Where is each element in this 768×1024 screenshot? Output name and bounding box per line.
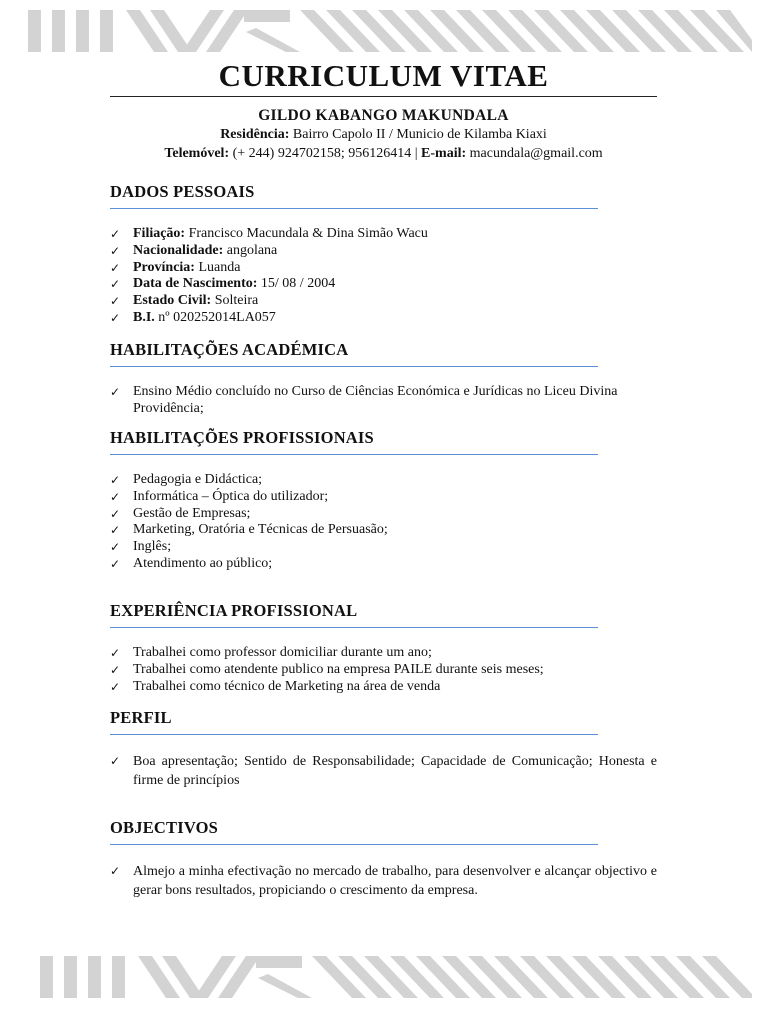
item-text: Inglês; xyxy=(133,539,172,555)
item-text: Trabalhei como atendente publico na empresa PAILE durante seis meses; xyxy=(133,661,544,677)
contact-line xyxy=(110,144,657,163)
top-decorative-border xyxy=(0,0,768,56)
item-label: Filiação: xyxy=(133,226,186,241)
section-title: HABILITAÇÕES ACADÉMICA xyxy=(110,340,598,367)
cv-document xyxy=(110,58,657,163)
item-label: B.I. xyxy=(133,309,155,325)
academic-list xyxy=(110,384,657,418)
check-icon: ✓ xyxy=(110,540,121,555)
item-value: Luanda xyxy=(194,259,241,275)
list-item xyxy=(110,276,657,293)
objectives-list xyxy=(110,862,657,900)
list-item xyxy=(110,243,657,260)
list-item xyxy=(110,506,657,523)
check-icon: ✓ xyxy=(110,277,121,292)
bottom-decorative-border xyxy=(0,952,768,1008)
check-icon: ✓ xyxy=(110,556,121,571)
item-text: Almejo a minha efectivação no mercado de trabalho, para desenvolver e alcançar objectivo e gerar bons resultados, propiciando o crescimento da empresa. xyxy=(133,864,657,898)
item-text: Gestão de Empresas; xyxy=(133,505,251,521)
decorative-pattern-icon xyxy=(0,952,768,1008)
list-item xyxy=(110,662,657,679)
section-title: OBJECTIVOS xyxy=(110,818,598,845)
list-item xyxy=(110,260,657,277)
section-dados-pessoais xyxy=(110,182,657,327)
section-objectivos xyxy=(110,818,657,900)
item-text: Trabalhei como professor domiciliar durante um ano; xyxy=(133,645,432,660)
section-habilitacoes-profissionais xyxy=(110,428,657,573)
list-item xyxy=(110,226,657,243)
check-icon: ✓ xyxy=(110,473,121,487)
item-label: Data de Nascimento: xyxy=(133,276,258,292)
item-label: Nacionalidade: xyxy=(133,242,224,258)
item-text: Pedagogia e Didáctica; xyxy=(133,472,263,487)
page-title: CURRICULUM VITAE xyxy=(110,58,657,97)
residence-value: Bairro Capolo II / Municio de Kilamba Kiaxi xyxy=(289,127,547,142)
phone-value: (+ 244) 924702158; 956126414 | xyxy=(229,146,422,161)
list-item xyxy=(110,489,657,506)
phone-label: Telemóvel: xyxy=(164,146,230,161)
item-label: Estado Civil: xyxy=(133,293,212,309)
section-title: HABILITAÇÕES PROFISSIONAIS xyxy=(110,428,598,455)
profile-list xyxy=(110,752,657,790)
item-value: Francisco Macundala & Dina Simão Wacu xyxy=(185,226,428,241)
check-icon: ✓ xyxy=(110,754,121,768)
section-title: EXPERIÊNCIA PROFISSIONAL xyxy=(110,601,598,628)
email-label: E-mail: xyxy=(421,146,467,161)
check-icon: ✓ xyxy=(110,260,121,275)
list-item xyxy=(110,862,657,900)
item-text: Informática – Óptica do utilizador; xyxy=(133,488,329,504)
decorative-pattern-icon xyxy=(0,0,768,56)
section-title: PERFIL xyxy=(110,708,598,735)
email-value: macundala@gmail.com xyxy=(466,146,603,161)
item-label: Província: xyxy=(133,259,195,275)
check-icon: ✓ xyxy=(110,227,121,241)
check-icon: ✓ xyxy=(110,864,121,878)
item-value: nº 020252014LA057 xyxy=(154,309,276,325)
item-text: Trabalhei como técnico de Marketing na área de venda xyxy=(133,678,441,694)
item-value: angolana xyxy=(223,242,278,258)
item-value: 15/ 08 / 2004 xyxy=(257,276,336,292)
item-text: Atendimento ao público; xyxy=(133,555,273,571)
personal-data-list xyxy=(110,226,657,327)
list-item xyxy=(110,310,657,327)
item-value: Solteira xyxy=(211,293,259,309)
item-text: Marketing, Oratória e Técnicas de Persuasão; xyxy=(133,522,388,538)
section-perfil xyxy=(110,708,657,790)
check-icon: ✓ xyxy=(110,385,121,399)
list-item xyxy=(110,752,657,790)
check-icon: ✓ xyxy=(110,310,121,325)
list-item xyxy=(110,384,633,418)
section-experiencia-profissional xyxy=(110,601,657,695)
check-icon: ✓ xyxy=(110,523,121,538)
check-icon: ✓ xyxy=(110,506,121,521)
check-icon: ✓ xyxy=(110,294,121,309)
section-habilitacoes-academicas xyxy=(110,340,657,418)
check-icon: ✓ xyxy=(110,489,121,504)
check-icon: ✓ xyxy=(110,243,121,258)
candidate-name: GILDO KABANGO MAKUNDALA xyxy=(258,107,509,124)
experience-list xyxy=(110,645,657,695)
list-item xyxy=(110,556,657,573)
list-item xyxy=(110,522,657,539)
list-item xyxy=(110,293,657,310)
list-item xyxy=(110,539,657,556)
list-item xyxy=(110,645,657,662)
check-icon: ✓ xyxy=(110,679,121,694)
check-icon: ✓ xyxy=(110,662,121,677)
list-item xyxy=(110,679,657,696)
professional-skills-list xyxy=(110,472,657,573)
check-icon: ✓ xyxy=(110,646,121,660)
section-title: DADOS PESSOAIS xyxy=(110,182,598,209)
residence-label: Residência: xyxy=(220,127,290,142)
item-text: Ensino Médio concluído no Curso de Ciências Económica e Jurídicas no Liceu Divina Providência; xyxy=(133,384,618,416)
item-text: Boa apresentação; Sentido de Responsabilidade; Capacidade de Comunicação; Honesta e firme de princípios xyxy=(133,754,657,788)
list-item xyxy=(110,472,657,489)
residence-line xyxy=(110,125,657,144)
